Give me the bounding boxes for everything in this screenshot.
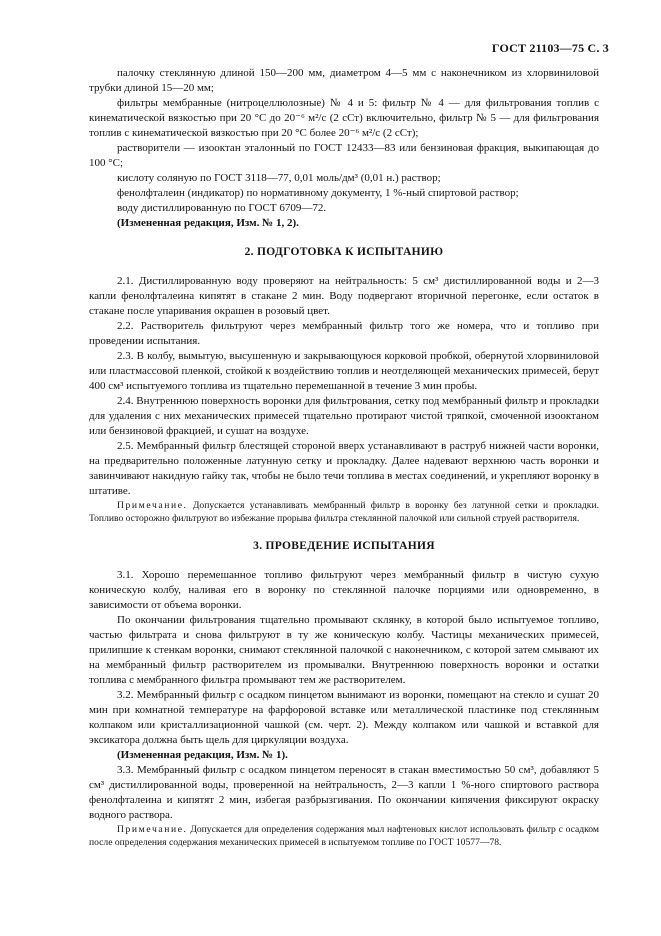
list-item: кислоту соляную по ГОСТ 3118—77, 0,01 моль/дм³ (0,01 н.) раствор;	[117, 172, 441, 184]
list-item: палочку стеклянную длиной 150—200 мм, диаметром 4—5 мм с наконечником из хлорвиниловой трубки длиной 15—20 мм;	[89, 67, 599, 94]
paragraph: 3.1. Хорошо перемешанное топливо фильтруют через мембранный фильтр в чистую сухую коническую колбу, наливая его в воронку по стеклянной палочке порциями или одновременно, в зависимости от объема воронки.	[89, 569, 599, 611]
paragraph: 3.3. Мембранный фильтр с осадком пинцетом переносят в стакан вместимостью 50 см³, добавляют 5 см³ дистиллированной воды, проверенной на нейтральность, 2—3 капли 1 %-ного спиртового раствора фенолфталеина и кипятят 2 мин, избегая разбрызгивания. По окончании кипячения фиксируют окраску водного раствора.	[89, 764, 599, 821]
edition-note: (Измененная редакция, Изм. № 1, 2).	[117, 217, 299, 229]
list-item: фильтры мембранные (нитроцеллюлозные) № 4 и 5: фильтр № 4 — для фильтрования топлив с кинематической вязкостью при 20 °С до 20⁻⁶ м²/с (2 сСт) включительно, фильтр № 5 — для фильтрования топлив с кинематической вязкостью при 20 °С более 20⁻⁶ м²/с (2 сСт);	[89, 97, 599, 139]
note-text: Допускается устанавливать мембранный фильтр в воронку без латунной сетки и прокладки. Топливо осторожно фильтруют во избежание прорыва фильтра стеклянной палочкой или сильной струей растворителя.	[89, 500, 599, 524]
list-item: фенолфталеин (индикатор) по нормативному документу, 1 %-ный спиртовой раствор;	[117, 187, 519, 199]
section-3-title: 3. ПРОВЕДЕНИЕ ИСПЫТАНИЯ	[253, 540, 435, 552]
list-item: воду дистиллированную по ГОСТ 6709—72.	[117, 202, 327, 214]
note-label: Примечание.	[117, 824, 188, 835]
paragraph: 2.2. Растворитель фильтруют через мембранный фильтр того же номера, что и топливо при проведении испытания.	[89, 320, 599, 347]
note-text: Допускается для определения содержания мыл нафтеновых кислот использовать фильтр с осадком после определения содержания механических примесей в испытуемом топливе по ГОСТ 10577—78.	[89, 824, 599, 848]
list-item: растворители — изооктан эталонный по ГОСТ 12433—83 или бензиновая фракция, выкипающая до 100 °С;	[89, 142, 599, 169]
paragraph: 2.1. Дистиллированную воду проверяют на нейтральность: 5 см³ дистиллированной воды и 2—3 капли фенолфталеина кипятят в стакане 2 мин. Воду подвергают вторичной перегонке, если остаток в стакане после упаривания окрашен в розовый цвет.	[89, 275, 599, 317]
paragraph: По окончании фильтрования тщательно промывают склянку, в которой было испытуемое топливо, частью фильтрата и снова фильтруют в ту же коническую колбу. Частицы механических примесей, прилипшие к стенкам воронки, снимают стеклянной палочкой с наконечником, с которой затем смывают их на мембранный фильтр растворителем из промывалки. Внутреннюю поверхность воронки и остатки топлива с мембранного фильтра промывают тем же растворителем.	[89, 614, 599, 686]
section-2-title: 2. ПОДГОТОВКА К ИСПЫТАНИЮ	[244, 246, 444, 258]
section-3-note	[89, 823, 599, 849]
document-body	[89, 66, 599, 849]
paragraph: 3.2. Мембранный фильтр с осадком пинцетом вынимают из воронки, помещают на стекло и сушат 20 мин при комнатной температуре на фарфоровой вставке или металлической пластинке под стеклянным колпаком или кристаллизационной чашкой (см. черт. 2). Между колпаком или чашкой и вставкой для эксикатора должна быть щель для циркуляции воздуха.	[89, 689, 599, 746]
page-header: ГОСТ 21103—75 С. 3	[491, 41, 609, 55]
paragraph: 2.5. Мембранный фильтр блестящей стороной вверх устанавливают в раструб нижней части воронки, на предварительно положенные латунную сетку и прокладку. Далее надевают верхнюю часть воронки и завинчивают накидную гайку так, чтобы не было течи топлива в местах соединений, и укрепляют воронку в штативе.	[89, 440, 599, 497]
section-2-note	[89, 499, 599, 525]
note-label: Примечание.	[117, 500, 188, 511]
edition-note: (Измененная редакция, Изм. № 1).	[117, 749, 288, 761]
paragraph: 2.4. Внутреннюю поверхность воронки для фильтрования, сетку под мембранный фильтр и прокладки для удаления с них механических примесей тщательно протирают чистой тряпкой, смоченной изооктаном или бензиновой фракцией, и сушат на воздухе.	[89, 395, 599, 437]
paragraph: 2.3. В колбу, вымытую, высушенную и закрывающуюся корковой пробкой, обернутой хлорвиниловой или пластмассовой пленкой, стойкой к воздействию топлив и неотделяющей механических примесей, берут 400 см³ испытуемого топлива из тщательно перемешанной в течение 3 мин пробы.	[89, 350, 599, 392]
